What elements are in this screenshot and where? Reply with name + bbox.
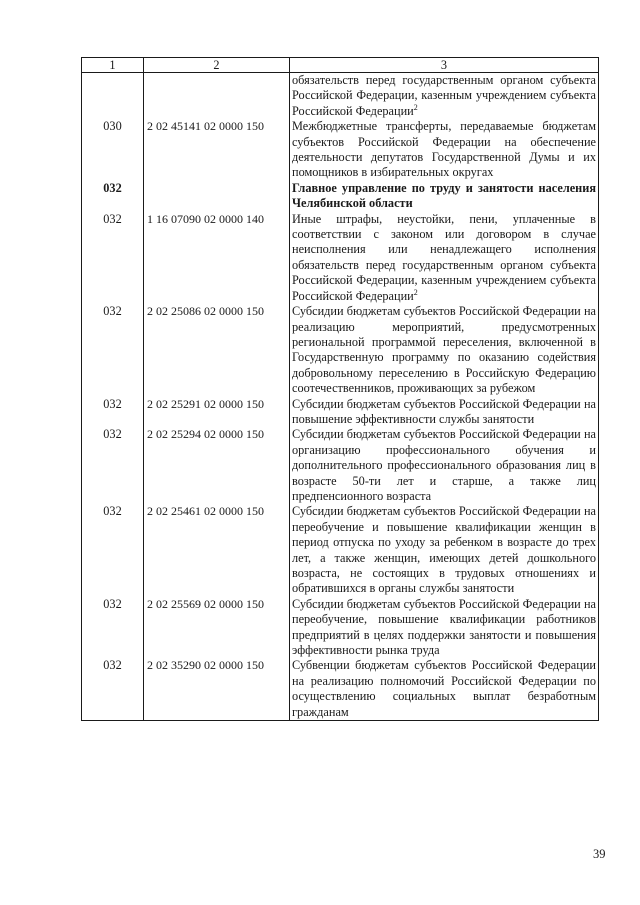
admin-code-cell: 032 [82, 658, 144, 720]
description-text: Главное управление по труду и занятости населения Челябинской области [292, 180, 596, 211]
revenue-code-cell: 2 02 25291 02 0000 150 [144, 397, 290, 428]
table-row [82, 73, 599, 120]
admin-code-cell: 032 [82, 597, 144, 659]
table-row [82, 427, 599, 504]
footnote-marker: 2 [413, 102, 418, 112]
admin-code-cell [82, 73, 144, 120]
table-header [82, 58, 599, 73]
revenue-code-cell [144, 73, 290, 120]
description-text: Межбюджетные трансферты, передаваемые бюджетам субъектов Российской Федерации на обеспечение деятельности депутатов Государственной Думы и их помощников в избирательных округах [292, 119, 596, 180]
description-cell [290, 504, 599, 596]
table-body [82, 73, 599, 721]
description-cell [290, 212, 599, 304]
description-text: Субвенции бюджетам субъектов Российской Федерации на реализацию полномочий Российской Федерации по осуществлению социальных выплат безработным гражданам [292, 658, 596, 719]
description-cell [290, 427, 599, 504]
table-row [82, 397, 599, 428]
admin-code-cell: 030 [82, 119, 144, 181]
revenue-code-cell: 2 02 25086 02 0000 150 [144, 304, 290, 396]
admin-code-cell: 032 [82, 427, 144, 504]
admin-code-cell: 032 [82, 181, 144, 212]
description-cell [290, 397, 599, 428]
admin-code-cell: 032 [82, 397, 144, 428]
admin-code-cell: 032 [82, 504, 144, 596]
table-row [82, 658, 599, 720]
description-text: Субсидии бюджетам субъектов Российской Федерации на повышение эффективности службы занятости [292, 396, 596, 426]
revenue-code-cell: 2 02 25294 02 0000 150 [144, 427, 290, 504]
header-row [82, 58, 599, 73]
table-row [82, 597, 599, 659]
table-row [82, 181, 599, 212]
description-text: Субсидии бюджетам субъектов Российской Федерации на переобучение, повышение квалификации работников предприятий в целях поддержки занятости и повышения эффективности рынка труда [292, 596, 596, 658]
description-cell [290, 304, 599, 396]
table-row [82, 212, 599, 304]
revenue-codes-table [81, 57, 599, 721]
description-cell [290, 73, 599, 120]
page-number: 39 [593, 847, 606, 861]
description-text: Субсидии бюджетам субъектов Российской Федерации на реализацию мероприятий, предусмотренных региональной программой переселения, включенной в Государственную программу по оказанию содействия добровольному переселению в Российскую Федерацию соотечественников, проживающих за рубежом [292, 304, 596, 396]
revenue-code-cell: 2 02 25461 02 0000 150 [144, 504, 290, 596]
header-col-2: 2 [144, 58, 290, 73]
table-row [82, 304, 599, 396]
description-cell [290, 181, 599, 212]
table-row [82, 504, 599, 596]
description-cell [290, 119, 599, 181]
table-row [82, 119, 599, 181]
admin-code-cell: 032 [82, 304, 144, 396]
description-text: Субсидии бюджетам субъектов Российской Федерации на переобучение и повышение квалификации женщин в период отпуска по уходу за ребенком в возрасте до трех лет, а также женщин, имеющих детей дошкольного возраста, не состоящих в трудовых отношениях и обратившихся в органы службы занятости [292, 504, 596, 596]
revenue-code-cell [144, 181, 290, 212]
admin-code-cell: 032 [82, 212, 144, 304]
revenue-code-cell: 1 16 07090 02 0000 140 [144, 212, 290, 304]
header-col-1: 1 [82, 58, 144, 73]
description-text: обязательств перед государственным органом субъекта Российской Федерации, казенным учреждением субъекта Российской Федерации [292, 73, 596, 118]
header-col-3: 3 [290, 58, 599, 73]
footnote-marker: 2 [413, 287, 418, 297]
revenue-code-cell: 2 02 35290 02 0000 150 [144, 658, 290, 720]
description-text: Субсидии бюджетам субъектов Российской Федерации на организацию профессионального обучения и дополнительного профессионального образования лиц в возрасте 50-ти лет и старше, а также лиц предпенсионного возраста [292, 427, 596, 503]
description-text: Иные штрафы, неустойки, пени, уплаченные в соответствии с законом или договором в случае неисполнения или ненадлежащего исполнения обязательств перед государственным органом субъекта Российской Федерации, казенным учреждением субъекта Российской Федерации [292, 211, 596, 303]
revenue-code-cell: 2 02 25569 02 0000 150 [144, 597, 290, 659]
description-cell [290, 597, 599, 659]
revenue-code-cell: 2 02 45141 02 0000 150 [144, 119, 290, 181]
description-cell [290, 658, 599, 720]
